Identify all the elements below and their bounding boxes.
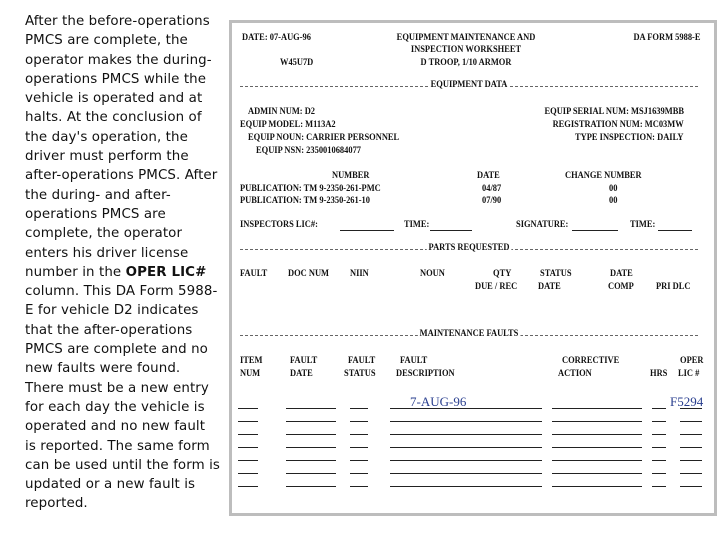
entry-oper-license: F5294 (670, 394, 704, 409)
entry-blank-line (552, 460, 642, 461)
entry-blank-line (652, 473, 666, 474)
entry-blank-line (552, 447, 642, 448)
fault-status-header-2: STATUS (344, 369, 376, 379)
entry-blank-line (238, 421, 258, 422)
explanation-text-part: column. This DA Form 5988-E for vehicle D2 indicates that the after-operations PMCS are complete and no new faults were found. There must be a new entry for each day the vehicle is operated and no new fault is reported. The same form can be used until the form is updated or a new fault is reported. (25, 284, 220, 512)
entry-blank-line (238, 408, 258, 409)
parts-fault-header: FAULT (240, 269, 268, 279)
entry-blank-line (390, 486, 542, 487)
publication-change: 00 (609, 184, 618, 194)
entry-blank-line (238, 447, 258, 448)
oper-lic-header: OPER (680, 356, 704, 366)
inspection-type: TYPE INSPECTION: DAILY (575, 133, 684, 143)
corrective-action-header: CORRECTIVE (562, 356, 620, 366)
entry-blank-line (680, 486, 702, 487)
entry-blank-line (286, 434, 336, 435)
entry-blank-line (652, 447, 666, 448)
entry-blank-line (652, 434, 666, 435)
time-label-2: TIME: (630, 220, 656, 230)
publication-date: 04/87 (482, 184, 502, 194)
pub-date-header: DATE (477, 171, 500, 181)
entry-blank-line (680, 421, 702, 422)
entry-blank-line (286, 486, 336, 487)
entry-blank-line (652, 486, 666, 487)
corrective-action-header-2: ACTION (558, 369, 592, 379)
entry-blank-line (390, 447, 542, 448)
explanation-text-part: After the before-operations PMCS are complete, the operator makes the during-operations PMCS while the vehicle is operated and at halts. At the conclusion of the day's operation, the driver must perform the after-operations PMCS. After the during- and after-operations PMCS are complete, the operator enters his driver license number in the (25, 14, 218, 280)
entry-blank-line (390, 460, 542, 461)
signature-blank (572, 230, 618, 231)
entry-blank-line (552, 408, 642, 409)
parts-status-header: STATUS (540, 269, 572, 279)
parts-doc-num-header: DOC NUM (288, 269, 330, 279)
entry-blank-line (680, 447, 702, 448)
parts-requested-divider (240, 244, 698, 254)
entry-blank-line (680, 434, 702, 435)
item-num-header-2: NUM (240, 369, 261, 379)
entry-blank-line (680, 460, 702, 461)
registration-num: REGISTRATION NUM: MC03MW (552, 120, 684, 130)
entry-blank-line (652, 460, 666, 461)
entry-blank-line (652, 421, 666, 422)
equip-nsn: EQUIP NSN: 2350010684077 (256, 146, 362, 156)
equip-noun: EQUIP NOUN: CARRIER PERSONNEL (248, 133, 400, 143)
admin-num: ADMIN NUM: D2 (248, 107, 316, 117)
entry-blank-line (552, 434, 642, 435)
parts-qty-header: QTY (493, 269, 512, 279)
form-title-line1: EQUIPMENT MAINTENANCE AND (396, 33, 536, 43)
publication-date: 07/90 (482, 196, 502, 206)
entry-fault-date: 7-AUG-96 (410, 394, 467, 409)
entry-blank-line (350, 473, 368, 474)
entry-blank-line (286, 447, 336, 448)
parts-date-header: DATE (610, 269, 633, 279)
entry-blank-line (350, 408, 368, 409)
unit-name: D TROOP, 1/10 ARMOR (420, 58, 512, 68)
fault-date-header: FAULT (290, 356, 318, 366)
parts-due-rec-header: DUE / REC (475, 282, 518, 292)
da-form-5988e (229, 20, 717, 516)
pub-number-header: NUMBER (332, 171, 370, 181)
entry-blank-line (286, 460, 336, 461)
form-title-line2: INSPECTION WORKSHEET (410, 45, 522, 55)
item-num-header: ITEM (240, 356, 263, 366)
entry-blank-line (652, 408, 666, 409)
entry-blank-line (286, 473, 336, 474)
fault-description-header: FAULT (400, 356, 428, 366)
entry-blank-line (350, 447, 368, 448)
equipment-data-label: EQUIPMENT DATA (430, 80, 508, 90)
hrs-header: HRS (650, 369, 668, 379)
parts-date-comp-header: COMP (608, 282, 634, 292)
inspectors-lic-blank (340, 230, 394, 231)
oper-lic-header-2: LIC # (678, 369, 700, 379)
entry-blank-line (350, 460, 368, 461)
publication-label: PUBLICATION: TM 9-2350-261-10 (240, 196, 371, 206)
equipment-data-divider (240, 81, 698, 91)
equip-model: EQUIP MODEL: M113A2 (240, 120, 336, 130)
maintenance-faults-divider (240, 330, 698, 340)
parts-requested-label: PARTS REQUESTED (428, 243, 510, 253)
entry-blank-line (390, 421, 542, 422)
entry-blank-line (238, 486, 258, 487)
entry-blank-line (238, 460, 258, 461)
signature-label: SIGNATURE: (516, 220, 569, 230)
entry-blank-line (350, 421, 368, 422)
time-blank (430, 230, 472, 231)
publication-change: 00 (609, 196, 618, 206)
fault-description-header-2: DESCRIPTION (396, 369, 455, 379)
time-label: TIME: (404, 220, 430, 230)
inspectors-lic-label: INSPECTORS LIC#: (240, 220, 318, 230)
publication-label: PUBLICATION: TM 9-2350-261-PMC (240, 184, 381, 194)
entry-blank-line (286, 421, 336, 422)
entry-blank-line (390, 434, 542, 435)
form-date: DATE: 07-AUG-96 (242, 33, 311, 43)
entry-blank-line (238, 473, 258, 474)
parts-niin-header: NIIN (350, 269, 369, 279)
entry-blank-line (238, 434, 258, 435)
entry-blank-line (680, 473, 702, 474)
oper-lic-term: OPER LIC# (125, 264, 207, 280)
entry-blank-line (286, 408, 336, 409)
parts-noun-header: NOUN (420, 269, 445, 279)
equip-serial: EQUIP SERIAL NUM: MSJ1639MBB (544, 107, 684, 117)
explanation-text (25, 12, 220, 514)
entry-blank-line (552, 421, 642, 422)
entry-blank-line (350, 434, 368, 435)
entry-blank-line (390, 473, 542, 474)
fault-date-header-2: DATE (290, 369, 313, 379)
time-blank-2 (658, 230, 692, 231)
parts-status-date-header: DATE (538, 282, 561, 292)
pub-change-header: CHANGE NUMBER (565, 171, 642, 181)
form-number: DA FORM 5988-E (632, 33, 700, 43)
maintenance-faults-label: MAINTENANCE FAULTS (419, 329, 519, 339)
fault-status-header: FAULT (348, 356, 376, 366)
entry-blank-line (552, 473, 642, 474)
entry-blank-line (350, 486, 368, 487)
unit-code: W45U7D (280, 58, 314, 68)
parts-pri-dlc-header: PRI DLC (656, 282, 691, 292)
entry-blank-line (552, 486, 642, 487)
